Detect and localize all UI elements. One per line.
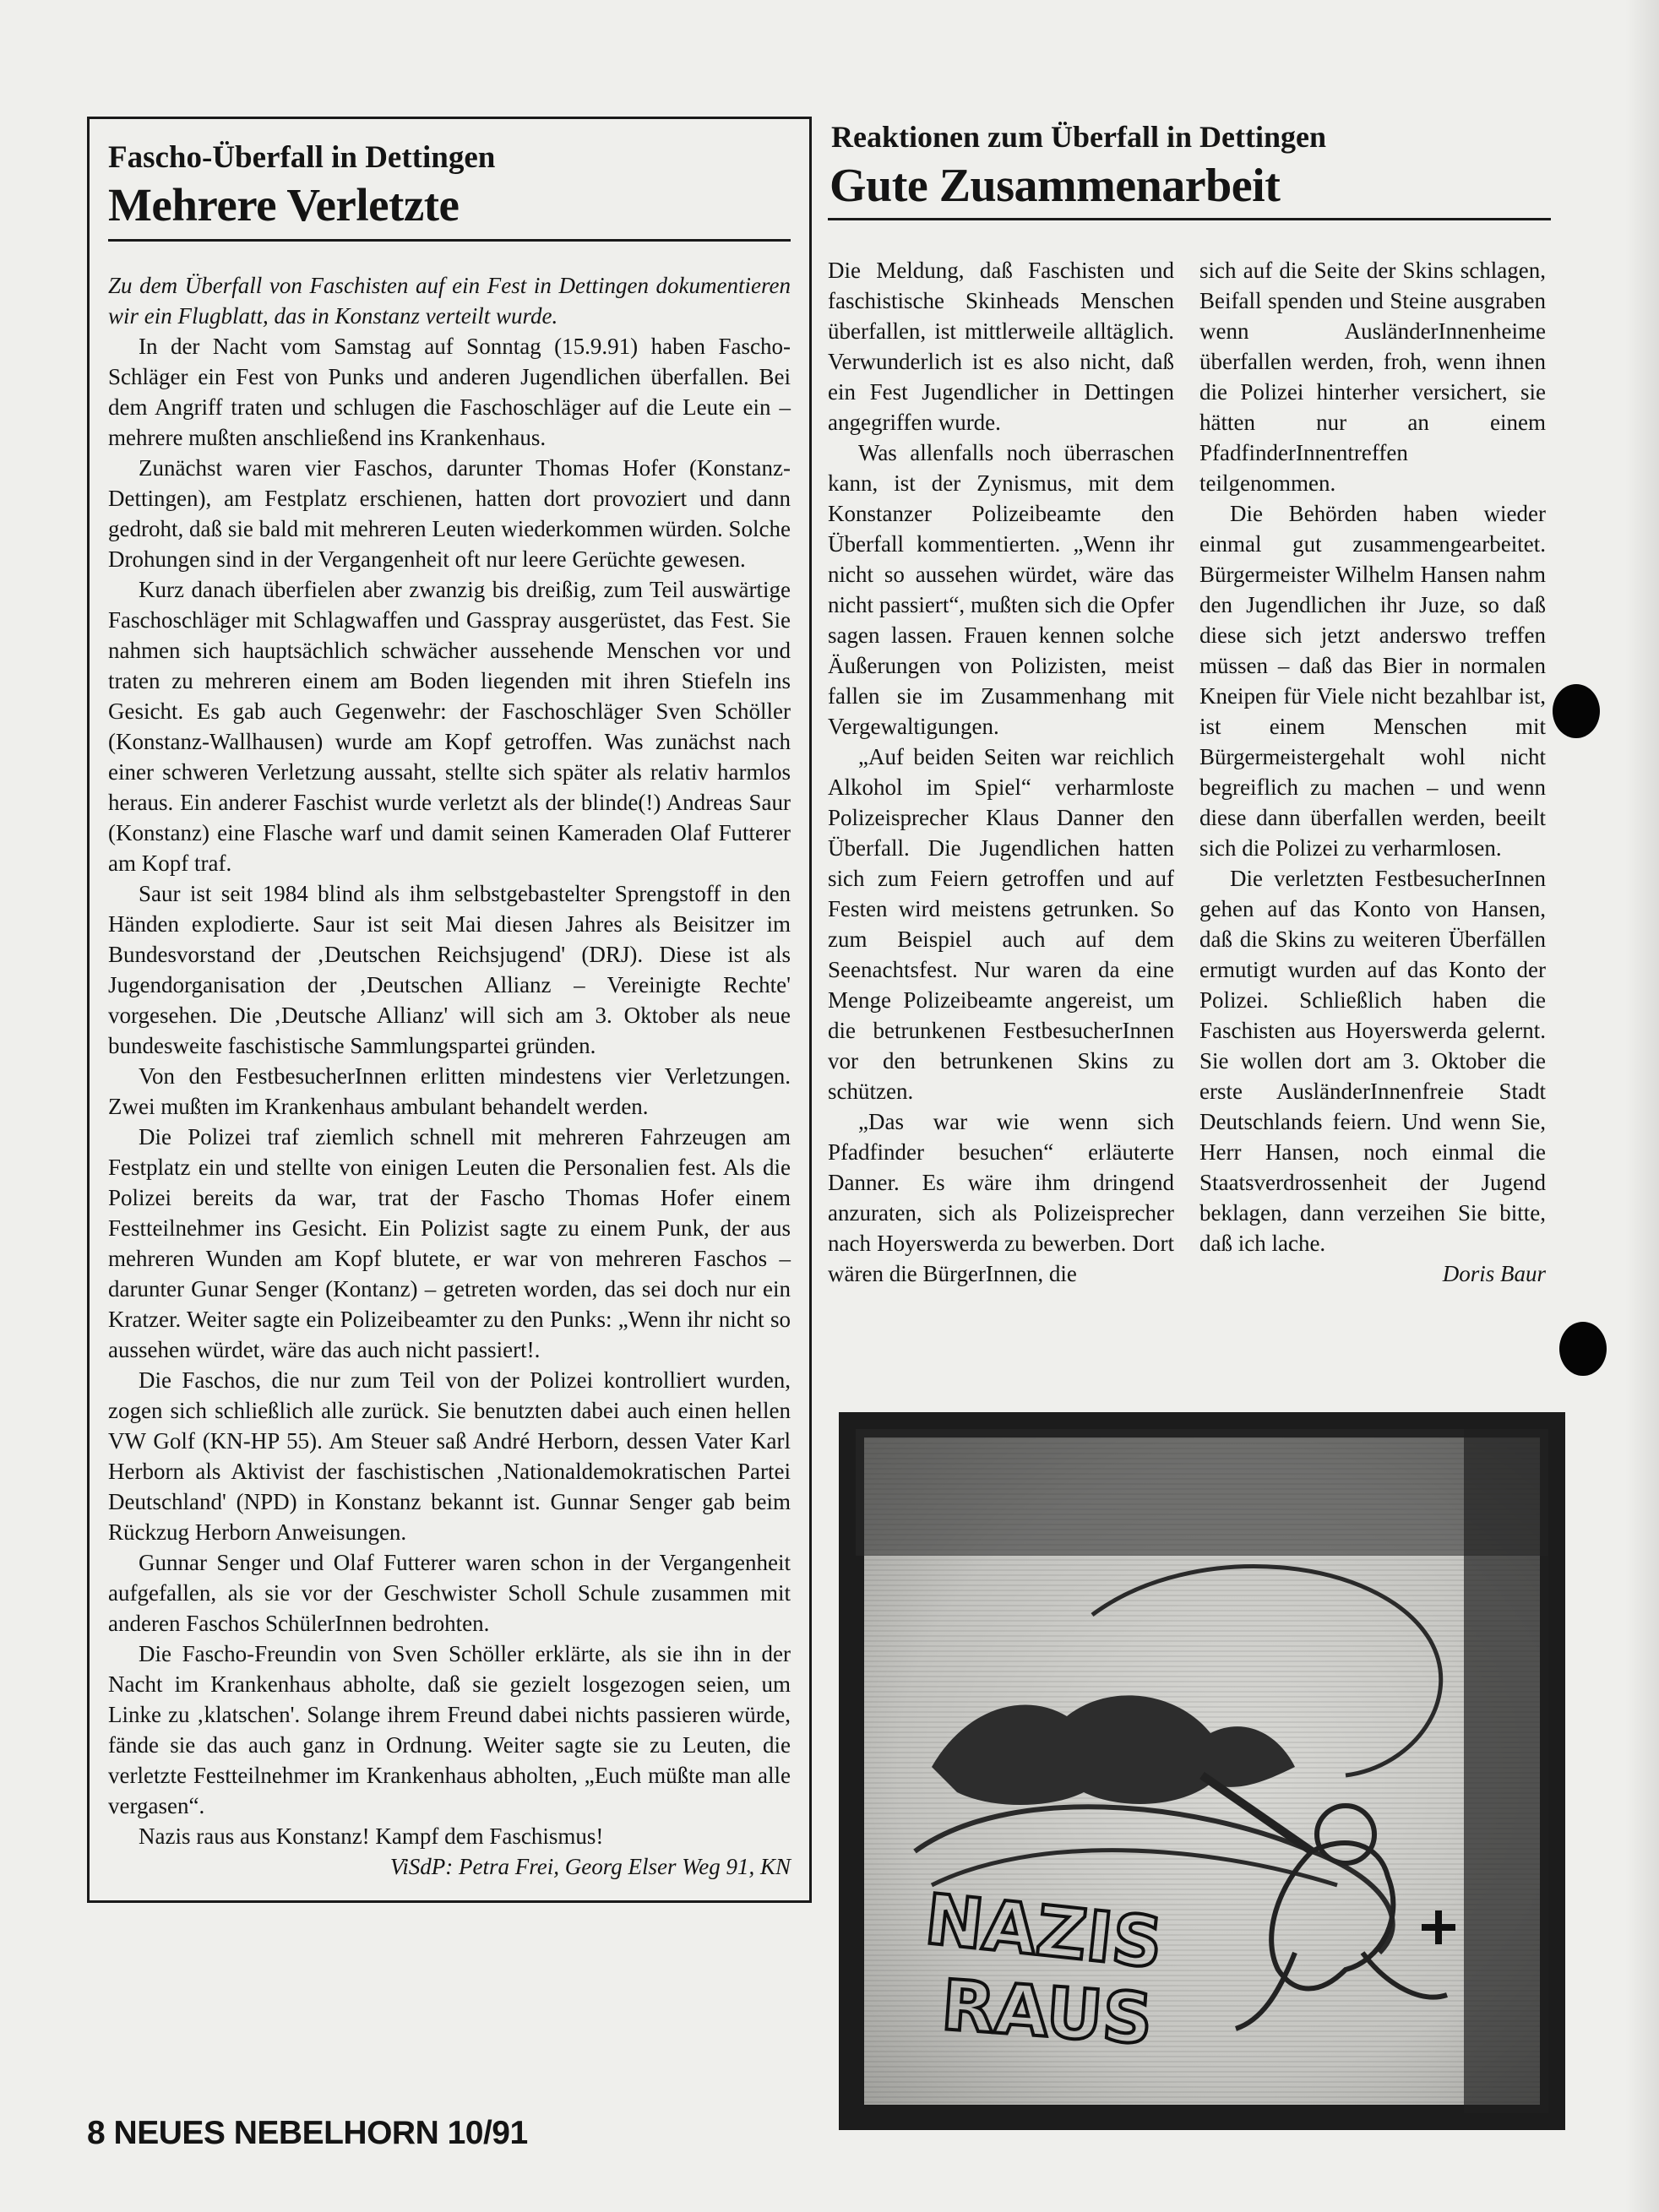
- shutter-side-shadow: [1464, 1429, 1548, 2113]
- right-article-header: [828, 117, 1551, 220]
- right-article-paragraph: „Auf beiden Seiten war reichlich Alkohol im Spiel“ verharmloste Polizeisprecher Klaus Danner den Überfall. Die Jugendlichen hatten sich zum Feiern getroffen und auf Festen wird meistens getrunken. So zum Beispiel auch auf dem Seenachtsfest. Nur waren da eine Menge Polizeibeamte angereist, um die betrunkenen FestbesucherInnen vor den betrunkenen Skins zu schützen.: [828, 744, 1174, 1104]
- right-article-signature: Doris Baur: [1442, 1261, 1546, 1286]
- left-article-paragraph: Gunnar Senger und Olaf Futterer waren schon in der Vergangenheit aufgefallen, als sie vor der Geschwister Scholl Schule zusammen mit anderen Faschos SchülerInnen bedrohten.: [108, 1550, 791, 1636]
- right-article-paragraph: Die Meldung, daß Faschisten und faschistische Skinheads Menschen überfallen, ist mittlerweile alltäglich. Verwunderlich ist es also nicht, daß ein Fest Jugendlicher in Dettingen angegriffen wurde.: [828, 258, 1174, 435]
- graffiti-illustration: [839, 1412, 1565, 2130]
- left-article-rule: [108, 239, 791, 242]
- kicked-symbol: [1422, 1910, 1455, 1944]
- right-article-column-1: [828, 255, 1174, 1289]
- left-article-paragraph: Zunächst waren vier Faschos, darunter Thomas Hofer (Konstanz-Dettingen), am Festplatz erschienen, hatten dort provoziert und dann gedroht, daß sie bald mit mehreren Leuten wiederkommen würden. Solche Drohungen sind in der Vergangenheit oft nur leere Gerüchte gewesen.: [108, 455, 791, 572]
- smoke-cloud: [932, 1695, 1295, 1805]
- right-article-column-2: [1199, 255, 1546, 1289]
- figure-leg: [1236, 1953, 1295, 2029]
- page-footer: 8 NEUES NEBELHORN 10/91: [87, 2115, 528, 2151]
- left-article-intro: Zu dem Überfall von Faschisten auf ein Fest in Dettingen dokumentieren wir ein Flugblatt, das in Konstanz verteilt wurde.: [108, 273, 791, 329]
- right-article-paragraph: sich auf die Seite der Skins schlagen, Beifall spenden und Steine ausgraben wenn AusländerInnenheime überfallen werden, froh, wenn ihnen die Polizei hinterher versichert, sie hätten nur an einem PfadfinderInnentreffen teilgenommen.: [1199, 258, 1546, 496]
- graffiti-text-nazis: NAZIS: [921, 1879, 1167, 1985]
- right-article-paragraph: Die Behörden haben wieder einmal gut zusammengearbeitet. Bürgermeister Wilhelm Hansen nahm den Jugendlichen ihr Juze, so daß diese sich jetzt anderswo treffen müssen – daß das Bier in normalen Kneipen für Viele nicht bezahlbar ist, ist einem Menschen mit Bürgermeistergehalt wohl nicht begreiflich zu machen – und wenn diese dann überfallen werden, beeilt sich die Polizei zu verharmlosen.: [1199, 501, 1546, 861]
- swirl-line: [932, 1851, 1337, 1885]
- right-article-paragraph: „Das war wie wenn sich Pfadfinder besuchen“ erläuterte Danner. Es wäre ihm dringend anzuraten, sich als Polizeisprecher nach Hoyerswerda zu bewerben. Dort wären die BürgerInnen, die: [828, 1109, 1174, 1286]
- left-article-paragraph: Saur ist seit 1984 blind als ihm selbstgebastelter Sprengstoff in den Händen explodierte. Saur ist seit Mai diesen Jahres als Beisitzer im Bundesvorstand der ‚Deutschen Reichsjugend' (DRJ). Diese ist als Jugendorganisation der ‚Deutschen Allianz – Vereinigte Rechte' vorgesehen. Die ‚Deutsche Allianz' will sich am 3. Oktober als neue bundesweite faschistische Sammlungspartei gründen.: [108, 881, 791, 1058]
- right-article-rule: [828, 218, 1551, 220]
- left-article-paragraph: Kurz danach überfielen aber zwanzig bis dreißig, zum Teil auswärtige Faschoschläger mit Schlagwaffen und Gasspray ausgerüstet, das Fest. Sie nahmen sich hauptsächlich schwächer aussehende Menschen vor und traten zu mehreren einem am Boden liegenden mit ihren Stiefeln ins Gesicht. Es gab auch Gegenwehr: der Faschoschläger Sven Schöller (Konstanz-Wallhausen) wurde am Kopf getroffen. Was zunächst nach einer schweren Verletzung aussaht, stellte sich später als relativ harmlos heraus. Ein anderer Faschist wurde verletzt als der blinde(!) Andreas Saur (Konstanz) eine Flasche warf und damit seinen Kameraden Olaf Futterer am Kopf traf.: [108, 577, 791, 876]
- figure-leg: [1363, 1953, 1447, 1997]
- left-article-paragraph: In der Nacht vom Samstag auf Sonntag (15.9.91) haben Fascho-Schläger ein Fest von Punks und anderen Jugendlichen überfallen. Bei dem Angriff traten und schlugen die Faschoschläger auf die Leute ein – mehrere mußten anschließend ins Krankenhaus.: [108, 334, 791, 450]
- page-edge-shadow: [1625, 0, 1659, 2212]
- left-article-headline: Mehrere Verletzte: [108, 179, 460, 231]
- shutter-top-shadow: [856, 1429, 1548, 1556]
- graffiti-text-raus: RAUS: [938, 1965, 1156, 2061]
- right-article-headline: Gute Zusammenarbeit: [830, 160, 1281, 212]
- left-article-paragraph: Die Faschos, die nur zum Teil von der Polizei kontrolliert wurden, zogen sich schließlich alle zurück. Sie benutzten dabei auch einen hellen VW Golf (KN-HP 55). Am Steuer saß André Herborn, dessen Vater Karl Herborn als Aktivist der faschistischen ‚Nationaldemokratischen Partei Deutschland' (NPD) in Konstanz bekannt ist. Gunnar Senger gab beim Rückzug Herborn Anweisungen.: [108, 1367, 791, 1545]
- left-article-kicker: Fascho-Überfall in Dettingen: [108, 140, 496, 175]
- left-article-paragraph: Nazis raus aus Konstanz! Kampf dem Faschismus!: [139, 1823, 604, 1849]
- right-article-kicker: Reaktionen zum Überfall in Dettingen: [831, 120, 1326, 154]
- left-article-paragraph: Die Polizei traf ziemlich schnell mit mehreren Fahrzeugen am Festplatz ein und stellte von einigen Leuten die Personalien fest. Als die Polizei bereits da war, trat der Fascho Thomas Hofer einem Festteilnehmer ins Gesicht. Ein Polizist sagte zu einem Punk, der aus mehreren Wunden am Kopf blutete, er war von mehreren Faschos – darunter Gunar Senger (Kontanz) – getreten worden, das sei doch nur ein Kratzer. Weiter sagte ein Polizeibeamter zu den Punks: „Wenn ihr nicht so aussehen würdet, wäre das auch nicht passiert!.: [108, 1124, 791, 1362]
- torch-stick: [1202, 1775, 1312, 1851]
- punch-hole-bottom: [1559, 1322, 1607, 1376]
- left-article: [87, 117, 812, 1903]
- right-article-paragraph: Die verletzten FestbesucherInnen gehen auf das Konto von Hansen, daß die Skins zu weiteren Überfällen ermutigt wurden auf das Konto der Polizei. Schließlich haben die Faschisten aus Hoyerswerda gelernt. Sie wollen dort am 3. Oktober die erste AusländerInnenfreie Stadt Deutschlands feiern. Und wenn Sie, Herr Hansen, noch einmal die Staatsverdrossenheit der Jugend beklagen, dann verzeihen Sie bitte, daß ich lache.: [1199, 866, 1546, 1256]
- left-article-paragraph: Die Fascho-Freundin von Sven Schöller erklärte, als sie ihn in der Nacht im Krankenhaus abholte, daß sie gezielt losgezogen seien, um Linke zu ‚klatschen'. Solange ihrem Freund dabei nichts passieren würde, fände sie das auch ganz in Ordnung. Weiter sagte sie zu Leuten, die verletzte Festteilnehmer im Krankenhaus abholten, „Euch müßte man alle vergasen“.: [108, 1641, 791, 1818]
- left-article-signature: ViSdP: Petra Frei, Georg Elser Weg 91, KN: [389, 1854, 791, 1879]
- right-article-paragraph: Was allenfalls noch überraschen kann, ist der Zynismus, mit dem Konstanzer Polizeibeamte den Überfall kommentierten. „Wenn ihr nicht so aussehen würdet, wäre das nicht passiert“, mußten sich die Opfer sagen lassen. Frauen kennen solche Äußerungen von Polizisten, meist fallen sie im Zusammenhang mit Vergewaltigungen.: [828, 440, 1174, 739]
- graffiti-photo: [839, 1412, 1565, 2130]
- left-article-paragraph: Von den FestbesucherInnen erlitten mindestens vier Verletzungen. Zwei mußten im Krankenhaus ambulant behandelt werden.: [108, 1063, 791, 1119]
- figure-head: [1317, 1806, 1374, 1863]
- punch-hole-top: [1553, 684, 1600, 738]
